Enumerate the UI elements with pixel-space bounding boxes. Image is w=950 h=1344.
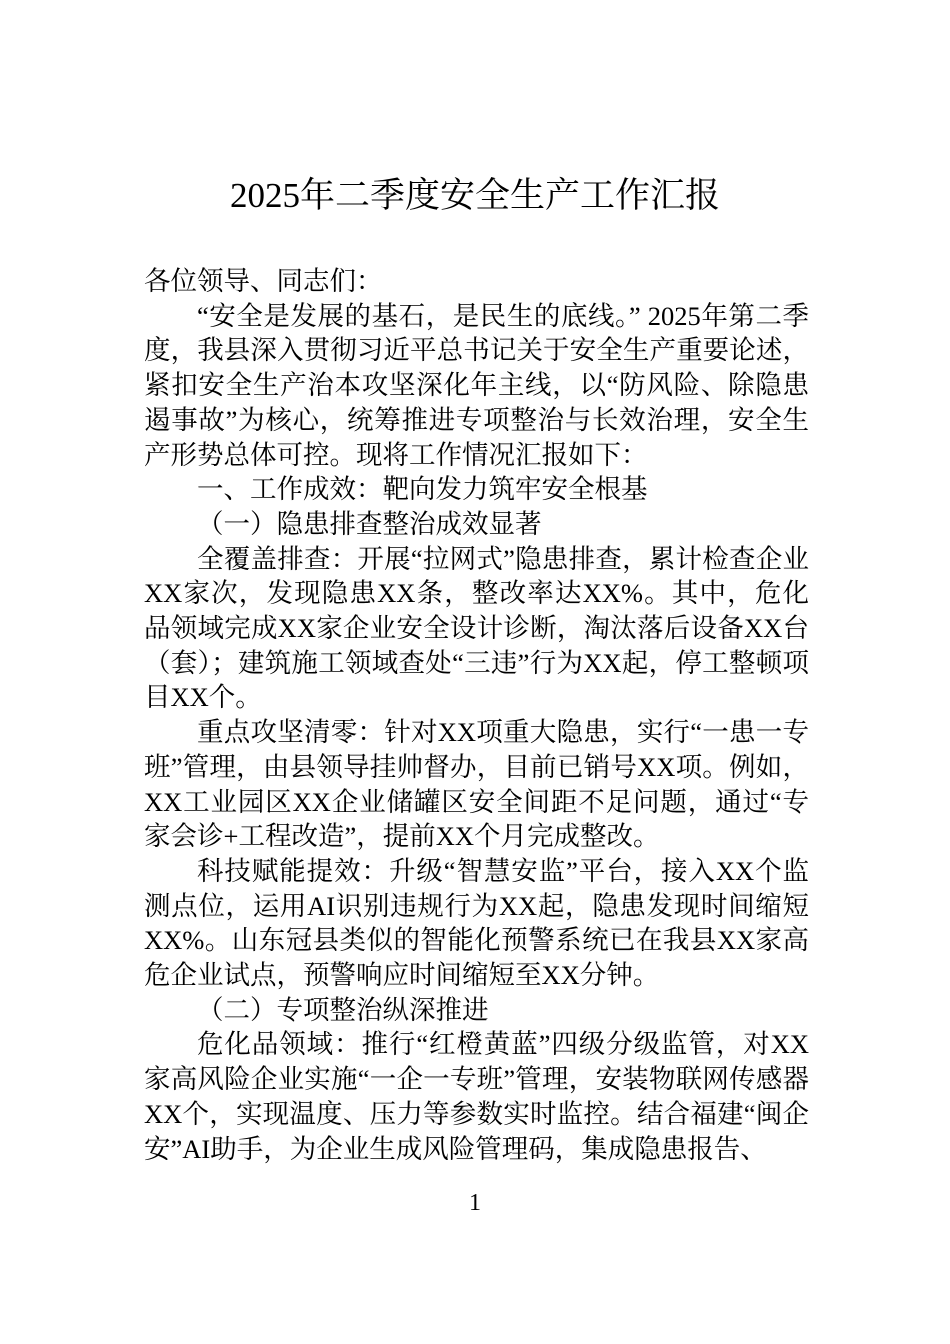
salutation: 各位领导、同志们：	[144, 266, 383, 296]
paragraph-hazardous-chemicals: 危化品领域：推行“红橙黄蓝”四级分级监管，对XX家高风险企业实施“一企一专班”管理，安装物联网传感器XX个，实现温度、压力等参数实时监控。结合福建“闽企安”AI助手，为企业生成风险管理码，集成隐患报告、	[144, 1029, 809, 1164]
subsection-heading-1: （一）隐患排查整治成效显著	[197, 508, 542, 539]
paragraph-tech-empowerment: 科技赋能提效：升级“智慧安监”平台，接入XX个监测点位，运用AI识别违规行为XX起，隐患发现时间缩短XX%。山东冠县类似的智能化预警系统已在我县XX家高危企业试点，预警响应时间缩短至XX分钟。	[144, 855, 809, 991]
document-title: 2025年二季度安全生产工作汇报	[229, 176, 720, 215]
section-heading-1: 一、工作成效：靶向发力筑牢安全根基	[197, 474, 648, 505]
paragraph-intro: “安全是发展的基石，是民生的底线。” 2025年第二季度，我县深入贯彻习近平总书记关于安全生产重要论述，紧扣安全生产治本攻坚深化年主线，以“防风险、除隐患遏事故”为核心，统筹推进专项整治与长效治理，安全生产形势总体可控。现将工作情况汇报如下：	[144, 300, 809, 470]
document-body	[144, 264, 809, 1166]
page-number: 1	[469, 1190, 481, 1216]
paragraph-full-coverage-inspection: 全覆盖排查：开展“拉网式”隐患排查，累计检查企业XX家次，发现隐患XX条，整改率达XX%。其中，危化品领域完成XX家企业安全设计诊断，淘汰落后设备XX台（套）；建筑施工领域查处“三违”行为XX起，停工整顿项目XX个。	[144, 543, 809, 713]
paragraph-key-hazard-clearance: 重点攻坚清零：针对XX项重大隐患，实行“一患一专班”管理，由县领导挂帅督办，目前已销号XX项。例如，XX工业园区XX企业储罐区安全间距不足问题，通过“专家会诊+工程改造”，提前XX个月完成整改。	[144, 717, 809, 852]
subsection-heading-2: （二）专项整治纵深推进	[197, 994, 489, 1025]
